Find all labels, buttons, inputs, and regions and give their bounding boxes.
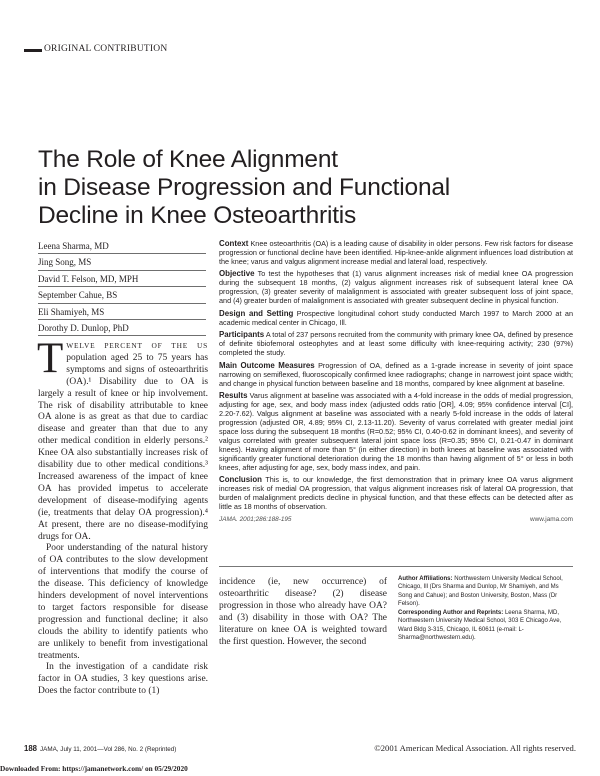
abstract-participants <box>219 331 573 358</box>
abstract-context <box>219 240 573 267</box>
author: Leena Sharma, MD <box>38 238 206 254</box>
title-line-1: The Role of Knee Alignment <box>38 146 338 173</box>
body-column-2 <box>219 577 387 648</box>
body-column-1 <box>37 335 208 698</box>
affiliations-paragraph <box>398 575 574 608</box>
footer-left <box>24 744 176 753</box>
abstract-objective <box>219 270 573 306</box>
section-label: ORIGINAL CONTRIBUTION <box>44 44 168 54</box>
journal-issue: JAMA, July 11, 2001—Vol 286, No. 2 (Reprinted) <box>40 746 177 753</box>
author: Eli Shamiyeh, MS <box>38 304 206 320</box>
section-header <box>24 44 576 56</box>
abstract-text: Progression of OA, defined as a 1-grade increase in severity of joint space narrowing on semiflexed, fluoroscopically confirmed knee radiographs; change in narrowest joint space width; and change in physical function between baseline and 18 months, compared by knee alignment at baseline. <box>219 360 573 388</box>
abstract-results <box>219 392 573 473</box>
article-title <box>38 146 518 230</box>
body-paragraph <box>37 335 208 543</box>
corresponding-heading: Corresponding Author and Reprints: <box>398 610 504 617</box>
lead-in-smallcaps: WELVE PERCENT OF THE US <box>66 341 208 350</box>
abstract-text: To test the hypotheses that (1) varus alignment increases risk of medial knee OA progression during the subsequent 18 months, (2) valgus alignment increases risk of subsequent lateral knee OA progression, (3) greater severity of malalignment is associated with greater subsequent loss of joint space, and (4) greater burden of malalignment is associated with greater subsequent decline in physical function. <box>219 269 573 306</box>
abstract-text: This is, to our knowledge, the first demonstration that in primary knee OA varus alignment increases risk of medial OA progression, that valgus alignment increases risk of lateral OA progression, that burden of malalignment predicts decline in physical function, and that these effects can be detected after as little as 18 months of observation. <box>219 475 573 512</box>
drop-cap: T <box>37 335 64 382</box>
corresponding-paragraph <box>398 609 574 642</box>
download-note: Downloaded From: https://jamanetwork.com/ on 05/29/2020 <box>0 764 188 773</box>
author: Jing Song, MS <box>38 254 206 270</box>
author: Dorothy D. Dunlop, PhD <box>38 320 206 336</box>
affiliations-heading: Author Affiliations: <box>398 576 453 582</box>
abstract-text: Prospective longitudinal cohort study conducted March 1997 to March 2000 at an academic medical center in Chicago, Ill. <box>219 308 573 327</box>
abstract-heading: Design and Setting <box>219 308 294 318</box>
page-footer <box>24 743 576 755</box>
abstract-measures <box>219 362 573 389</box>
abstract-heading: Context <box>219 239 249 248</box>
abstract-divider <box>219 566 573 567</box>
body-paragraph: Poor understanding of the natural history of OA contributes to the slow development of interventions that modify the course of the disease. This deficiency of knowledge hinders development of novel interventions to target factors responsible for disease progression and functional decline; it also clouds the ability to identify patients who are unlikely to benefit from investigational treatments. <box>38 543 208 661</box>
abstract-heading: Main Outcome Measures <box>219 360 315 370</box>
copyright: ©2001 American Medical Association. All rights reserved. <box>374 743 576 753</box>
author: September Cahue, BS <box>38 287 206 303</box>
corresponding-text: Leena Sharma, MD, Northwestern University Medical School, 303 E Chicago Ave, Ward Bldg 3-315, Chicago, IL 60611 (e-mail: L-Sharma@northwestern.edu). <box>398 610 562 642</box>
author: David T. Felson, MD, MPH <box>38 271 206 287</box>
body-paragraph: In the investigation of a candidate risk factor in OA studies, 3 key questions arise. Does the factor contribute to (1) <box>38 662 208 697</box>
author-affiliations <box>398 575 574 643</box>
abstract-text: A total of 237 persons recruited from the community with primary knee OA, defined by presence of definite tibiofemoral osteophytes and at least some difficulty with knee-requiring activity; 230 (97%) completed the study. <box>219 330 573 358</box>
abstract-conclusion <box>219 476 573 512</box>
author-list <box>38 238 206 336</box>
affiliations-text: Northwestern University Medical School, Chicago, Ill (Drs Sharma and Dunlop, Mr Shamiyeh, and Ms Song and Cahue); and Boston University, Boston, Mass (Dr Felson). <box>398 576 563 607</box>
abstract-heading: Participants <box>219 330 265 340</box>
abstract-heading: Conclusion <box>219 475 262 485</box>
title-line-2: in Disease Progression and Functional <box>38 174 451 201</box>
abstract-citation <box>219 516 573 525</box>
abstract-design <box>219 310 573 328</box>
citation-text: JAMA. 2001;286:188-195 <box>219 515 292 523</box>
abstract-text: Knee osteoarthritis (OA) is a leading cause of disability in older persons. Few risk factors for disease progression or functional decline have been identified. Hip-knee-ankle alignment influences load distribution at the knee; varus and valgus alignment increase medial and lateral load, respectively. <box>219 239 573 266</box>
body-paragraph: incidence (ie, new occurrence) of osteoarthritic disease? (2) disease progression in those who already have OA? and (3) disability in those with OA? The literature on knee OA is weighted toward the first question. However, the second <box>219 577 387 647</box>
abstract-heading: Results <box>219 391 248 401</box>
abstract-heading: Objective <box>219 269 255 279</box>
abstract-text: Varus alignment at baseline was associated with a 4-fold increase in the odds of medial progression, adjusting for age, sex, and body mass index (adjusted odds ratio [OR], 4.09; 95% confidence interval [CI], 2.20-7.62). Valgus alignment at baseline was associated with a nearly 5-fold increase in the odds of lateral progression (adjusted OR, 4.89; 95% CI, 2.13-11.20). Severity of varus correlated with greater medial joint space loss during the subsequent 18 months (R=0.52; 95% CI, 0.40-0.62 in dominant knees), and severity of valgus correlated with greater subsequent lateral joint space loss (R=0.35; 95% CI, 0.21-0.47 in dominant knees). Having alignment of more than 5° (in either direction) in both knees at baseline was associated with significantly greater functional deterioration during the 18 months than having alignment of 5° or less in both knees, after adjusting for age, sex, body mass index, and pain. <box>219 391 573 472</box>
section-bar <box>24 49 42 52</box>
journal-site-link[interactable]: www.jama.com <box>530 515 573 523</box>
paragraph-text: population aged 25 to 75 years has symptoms and signs of osteoarthritis (OA).¹ Disability due to OA is largely a result of knee or hip involvement. The risk of disability attributable to knee OA alone is as great as that due to cardiac disease and greater than that due to any other medical condition in elderly persons.² Knee OA also substantially increases risk of disability due to other medical conditions.³ Increased awareness of the impact of knee OA has provided impetus to accelerate development of disease-modifying agents (ie, treatments that delay OA progression).⁴ At present, there are no disease-modifying drugs for OA. <box>38 352 208 542</box>
page-number: 188 <box>24 744 38 753</box>
abstract <box>219 240 573 525</box>
title-line-3: Decline in Knee Osteoarthritis <box>38 202 357 229</box>
